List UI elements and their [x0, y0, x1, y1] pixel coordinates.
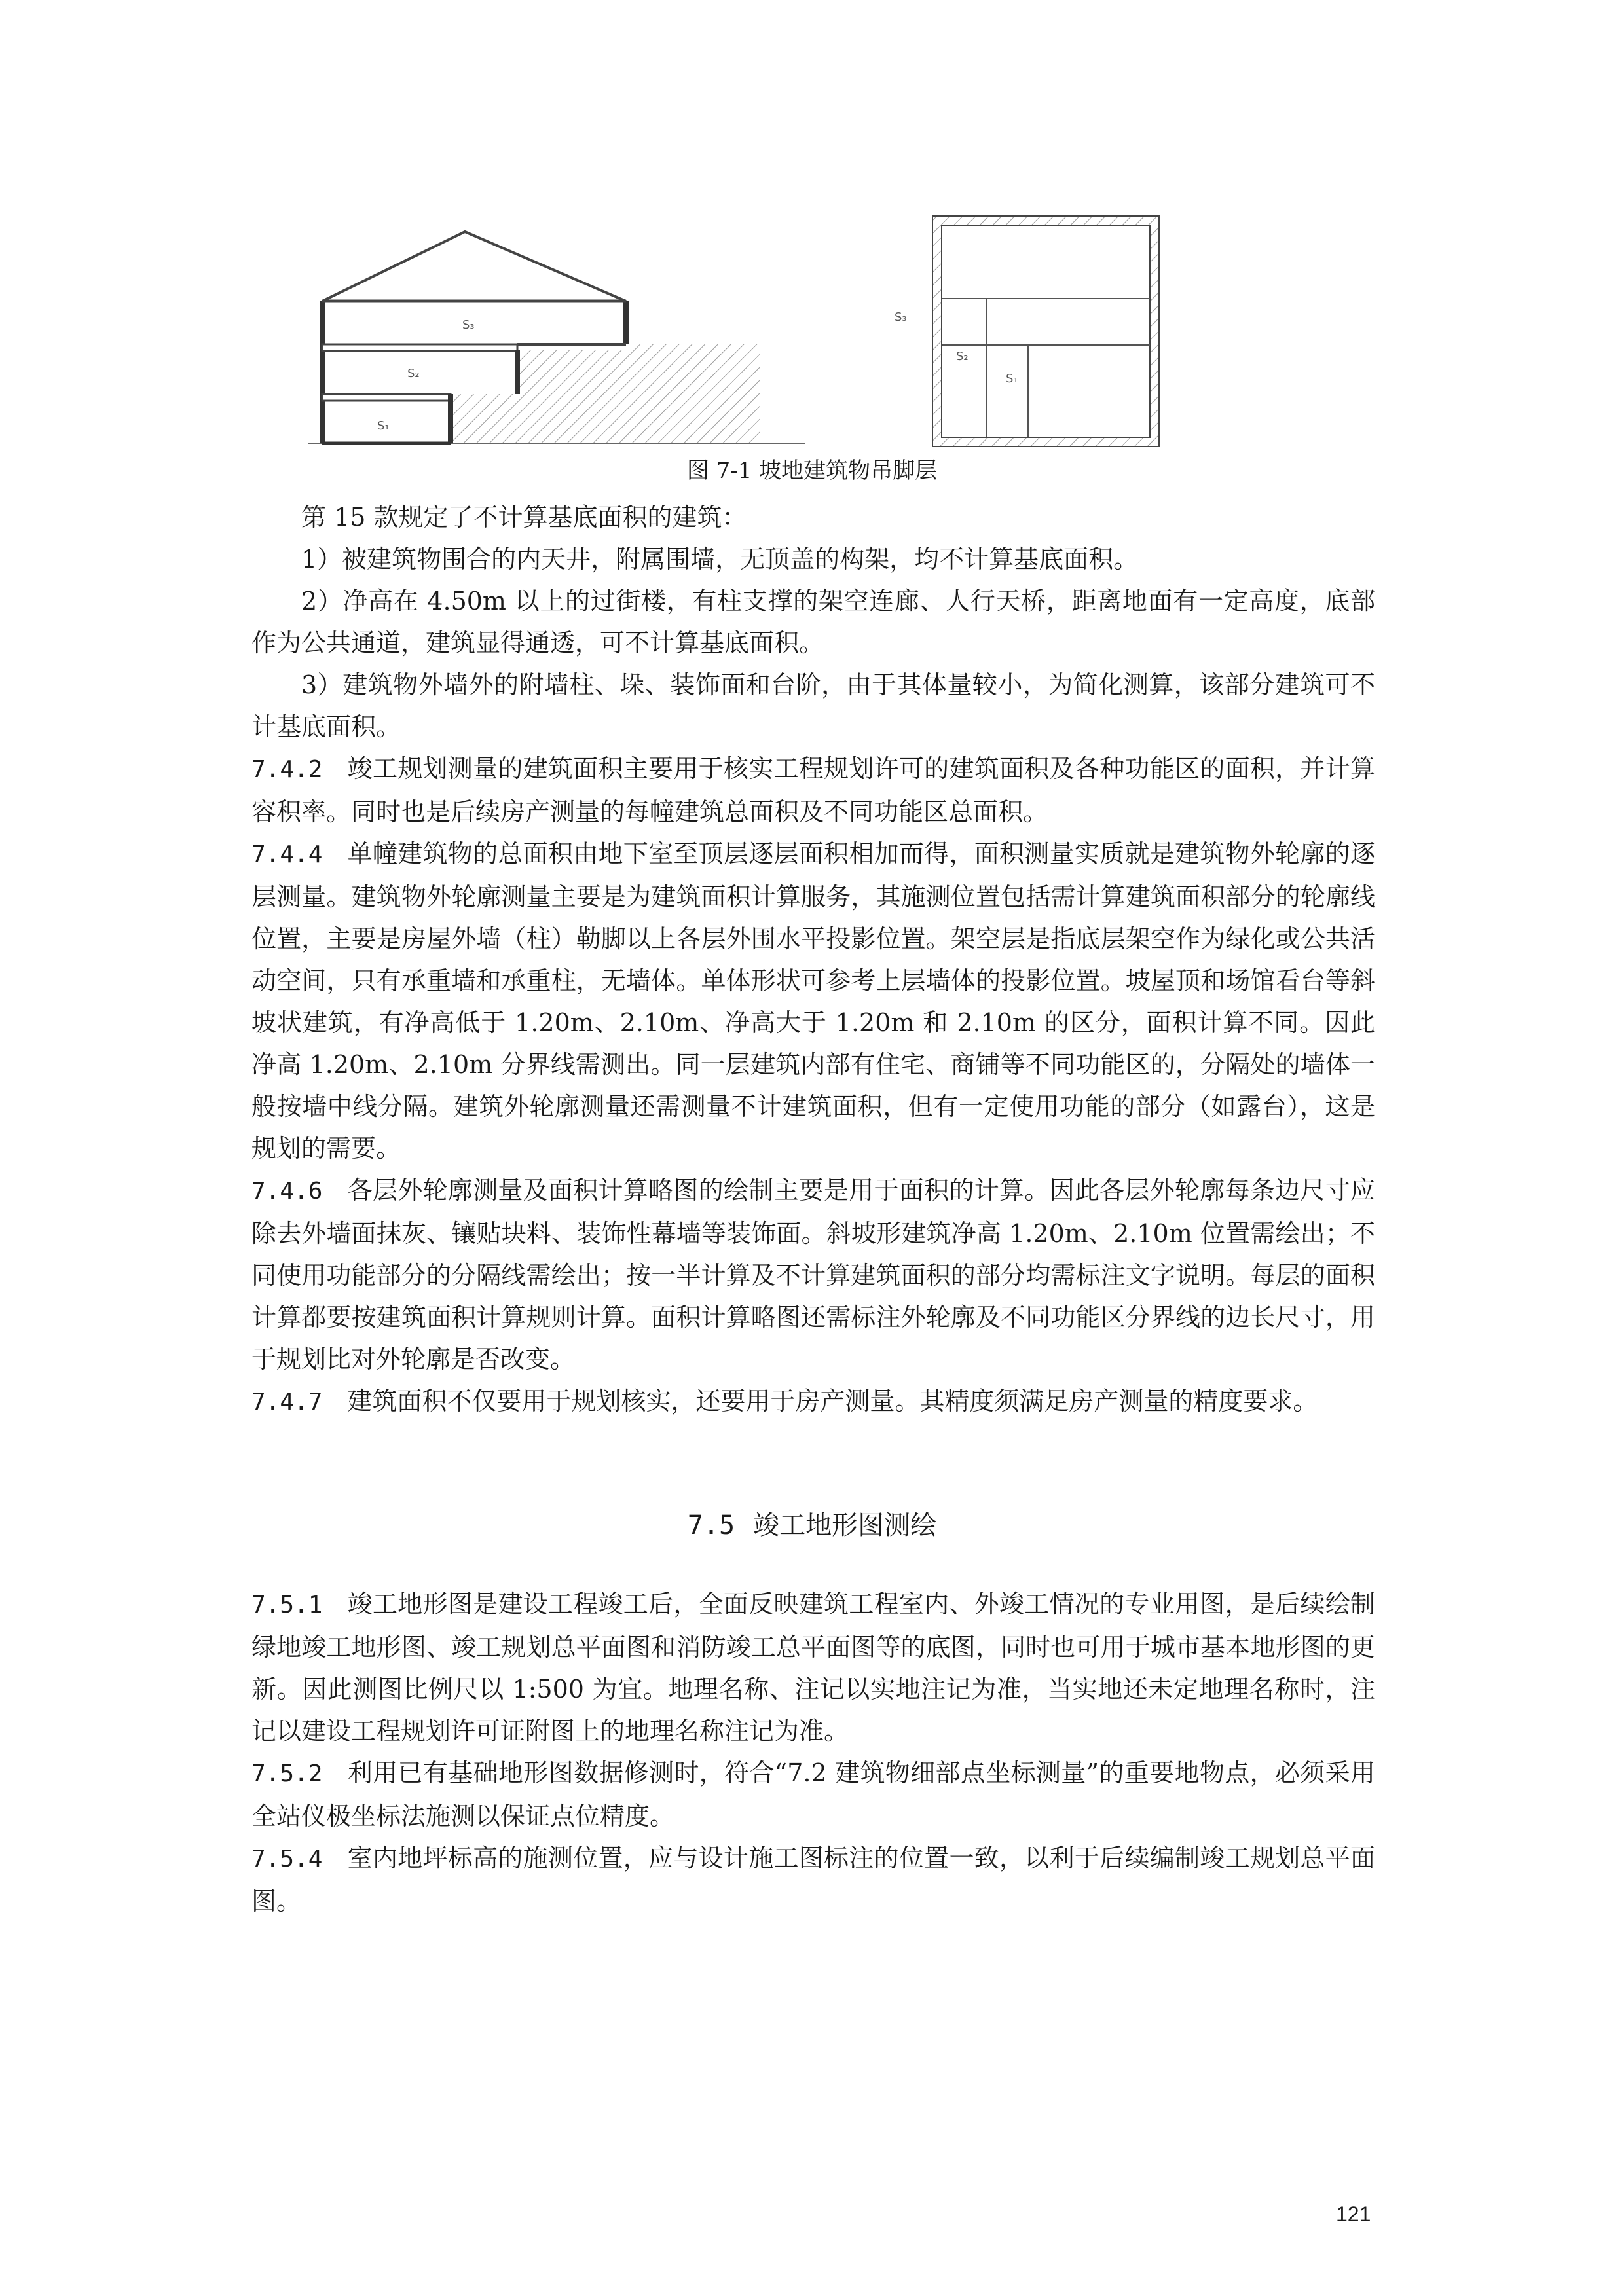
- clause-7-4-6: [251, 1169, 1375, 1380]
- section-number: 7.5: [687, 1510, 735, 1540]
- clause-number: 7.5.2: [251, 1760, 323, 1787]
- clause-text: 竣工地形图是建设工程竣工后，全面反映建筑工程室内、外竣工情况的专业用图，是后续绘制绿地竣工地形图、竣工规划总平面图和消防竣工总平面图等的底图，同时也可用于城市基本地形图的更新。因此测图比例尺以 1:500 为宜。地理名称、注记以实地注记为准，当实地还未定地理名称时，注记以建设工程规划许可证附图上的地理名称注记为准。: [251, 1590, 1375, 1745]
- clause-7-5-1: [251, 1583, 1375, 1752]
- plan-label-s1: S₁: [1006, 372, 1018, 386]
- clause-7-5-4: [251, 1837, 1375, 1922]
- section-label-s2: S₂: [407, 367, 420, 380]
- page-number: 121: [1336, 2202, 1371, 2226]
- figure-caption: 图 7-1 坡地建筑物吊脚层: [686, 458, 938, 484]
- clause-7-4-7: [251, 1380, 1375, 1423]
- plan-label-s3: S₃: [895, 310, 907, 324]
- paragraph: 3）建筑物外墙外的附墙柱、垛、装饰面和台阶，由于其体量较小，为简化测算，该部分建筑可不计基底面积。: [251, 670, 1375, 741]
- clause-7-4-4: [251, 833, 1375, 1169]
- clause-text: 利用已有基础地形图数据修测时，符合“7.2 建筑物细部点坐标测量”的重要地物点，必须采用全站仪极坐标法施测以保证点位精度。: [251, 1758, 1375, 1831]
- clause-text: 单幢建筑物的总面积由地下室至顶层逐层面积相加而得，面积测量实质就是建筑物外轮廓的逐层测量。建筑物外轮廓测量主要是为建筑面积计算服务，其施测位置包括需计算建筑面积部分的轮廓线位置，主要是房屋外墙（柱）勒脚以上各层外围水平投影位置。架空层是指底层架空作为绿化或公共活动空间，只有承重墙和承重柱，无墙体。单体形状可参考上层墙体的投影位置。坡屋顶和场馆看台等斜坡状建筑，有净高低于 1.20m、2.10m、净高大于 1.20m 和 2.10m 的区分，面积计算不同。因此净高 1.20m、2.10m 分界线需测出。同一层建筑内部有住宅、商铺等不同功能区的，分隔处的墙体一般按墙中线分隔。建筑外轮廓测量还需测量不计建筑面积，但有一定使用功能的部分（如露台），这是规划的需要。: [251, 839, 1375, 1163]
- paragraph: 1）被建筑物围合的内天井，附属围墙，无顶盖的构架，均不计算基底面积。: [301, 545, 1139, 574]
- clause-text: 竣工规划测量的建筑面积主要用于核实工程规划许可的建筑面积及各种功能区的面积，并计算容积率。同时也是后续房产测量的每幢建筑总面积及不同功能区总面积。: [251, 754, 1375, 826]
- main-text: [251, 496, 1375, 1423]
- clause-number: 7.5.4: [251, 1846, 323, 1872]
- section-label-s3: S₃: [462, 318, 475, 332]
- section-text: [251, 1583, 1375, 1922]
- plan-view-drawing: [895, 216, 1159, 446]
- section-view-drawing: [308, 232, 805, 443]
- clause-number: 7.4.6: [251, 1178, 323, 1205]
- clause-text: 建筑面积不仅要用于规划核实，还要用于房产测量。其精度须满足房产测量的精度要求。: [347, 1387, 1318, 1415]
- clause-text: 各层外轮廓测量及面积计算略图的绘制主要是用于面积的计算。因此各层外轮廓每条边尺寸应除去外墙面抹灰、镶贴块料、装饰性幕墙等装饰面。斜坡形建筑净高 1.20m、2.10m 位置需绘出；不同使用功能部分的分隔线需绘出；按一半计算及不计算建筑面积的部分均需标注文字说明。每层的面积计算都要按建筑面积计算规则计算。面积计算略图还需标注外轮廓及不同功能区分界线的边长尺寸，用于规划比对外轮廓是否改变。: [251, 1176, 1375, 1374]
- paragraph: 2）净高在 4.50m 以上的过街楼，有柱支撑的架空连廊、人行天桥，距离地面有一定高度，底部作为公共通道，建筑显得通透，可不计算基底面积。: [251, 587, 1375, 657]
- clause-number: 7.4.2: [251, 756, 323, 783]
- section-title: 竣工地形图测绘: [753, 1510, 937, 1540]
- clause-text: 室内地坪标高的施测位置，应与设计施工图标注的位置一致，以利于后续编制竣工规划总平面图。: [251, 1844, 1375, 1916]
- clause-7-5-2: [251, 1752, 1375, 1837]
- clause-number: 7.5.1: [251, 1592, 323, 1618]
- plan-label-s2: S₂: [956, 350, 969, 363]
- paragraph: 第 15 款规定了不计算基底面积的建筑：: [301, 503, 747, 532]
- clause-number: 7.4.7: [251, 1389, 323, 1415]
- section-label-s1: S₁: [377, 419, 390, 433]
- clause-7-4-2: [251, 748, 1375, 833]
- clause-number: 7.4.4: [251, 841, 323, 868]
- section-heading: [0, 1506, 1624, 1545]
- slope-building-figure: [308, 210, 1238, 458]
